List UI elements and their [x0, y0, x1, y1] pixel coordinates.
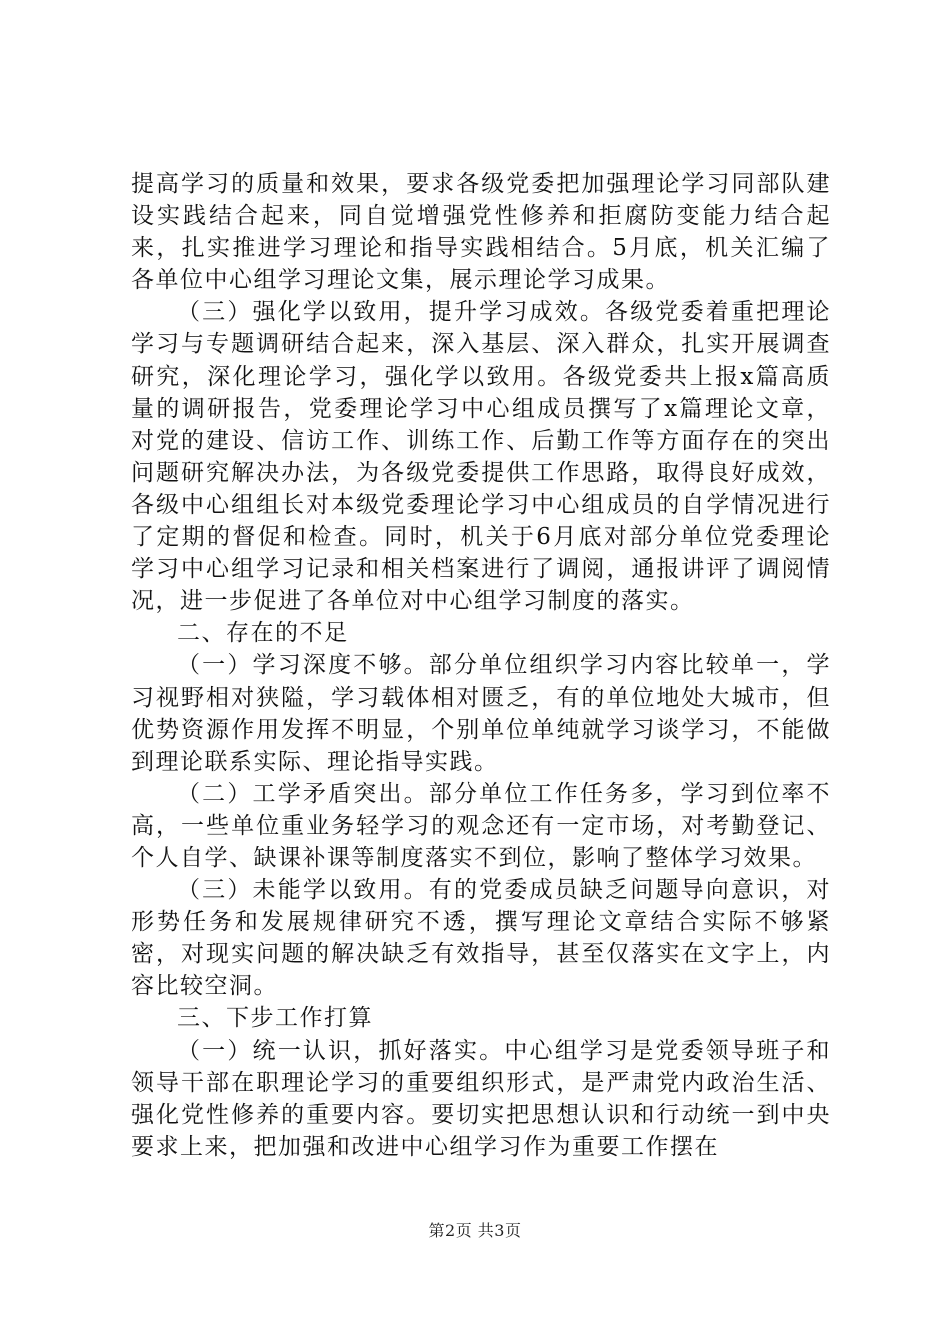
document-body	[131, 168, 831, 1163]
page-number-footer: 第2页 共3页	[428, 1221, 522, 1240]
section-heading-shortcomings: 二、存在的不足	[177, 620, 349, 647]
paragraph-depth-insufficient: （一）学习深度不够。部分单位组织学习内容比较单一，学习视野相对狭隘，学习载体相对匮乏，有的单位地处大城市，但优势资源作用发挥不明显，个别单位单纯就学习谈学习，不能做到理论联系实际、理论指导实践。	[131, 652, 831, 775]
paragraph-not-applied: （三）未能学以致用。有的党委成员缺乏问题导向意识，对形势任务和发展规律研究不透，撰写理论文章结合实际不够紧密，对现实问题的解决缺乏有效指导，甚至仅落实在文字上，内容比较空洞。	[131, 877, 831, 1000]
paragraph-strengthen-application: （三）强化学以致用，提升学习成效。各级党委着重把理论学习与专题调研结合起来，深入基层、深入群众，扎实开展调查研究，深化理论学习，强化学以致用。各级党委共上报x篇高质量的调研报告，党委理论学习中心组成员撰写了x篇理论文章，对党的建设、信访工作、训练工作、后勤工作等方面存在的突出问题研究解决办法，为各级党委提供工作思路，取得良好成效，各级中心组组长对本级党委理论学习中心组成员的自学情况进行了定期的督促和检查。同时，机关于6月底对部分单位党委理论学习中心组学习记录和相关档案进行了调阅，通报讲评了调阅情况，进一步促进了各单位对中心组学习制度的落实。	[131, 299, 831, 615]
paragraph-unify-understanding: （一）统一认识，抓好落实。中心组学习是党委领导班子和领导干部在职理论学习的重要组织形式，是严肃党内政治生活、强化党性修养的重要内容。要切实把思想认识和行动统一到中央要求上来，把加强和改进中心组学习作为重要工作摆在	[131, 1037, 831, 1160]
paragraph-work-study-conflict: （二）工学矛盾突出。部分单位工作任务多，学习到位率不高，一些单位重业务轻学习的观念还有一定市场，对考勤登记、个人自学、缺课补课等制度落实不到位，影响了整体学习效果。	[131, 780, 831, 871]
paragraph-continued: 提高学习的质量和效果，要求各级党委把加强理论学习同部队建设实践结合起来，同自觉增强党性修养和拒腐防变能力结合起来，扎实推进学习理论和指导实践相结合。5月底，机关汇编了各单位中心组学习理论文集，展示理论学习成果。	[131, 171, 831, 294]
section-heading-next-steps: 三、下步工作打算	[177, 1005, 373, 1032]
